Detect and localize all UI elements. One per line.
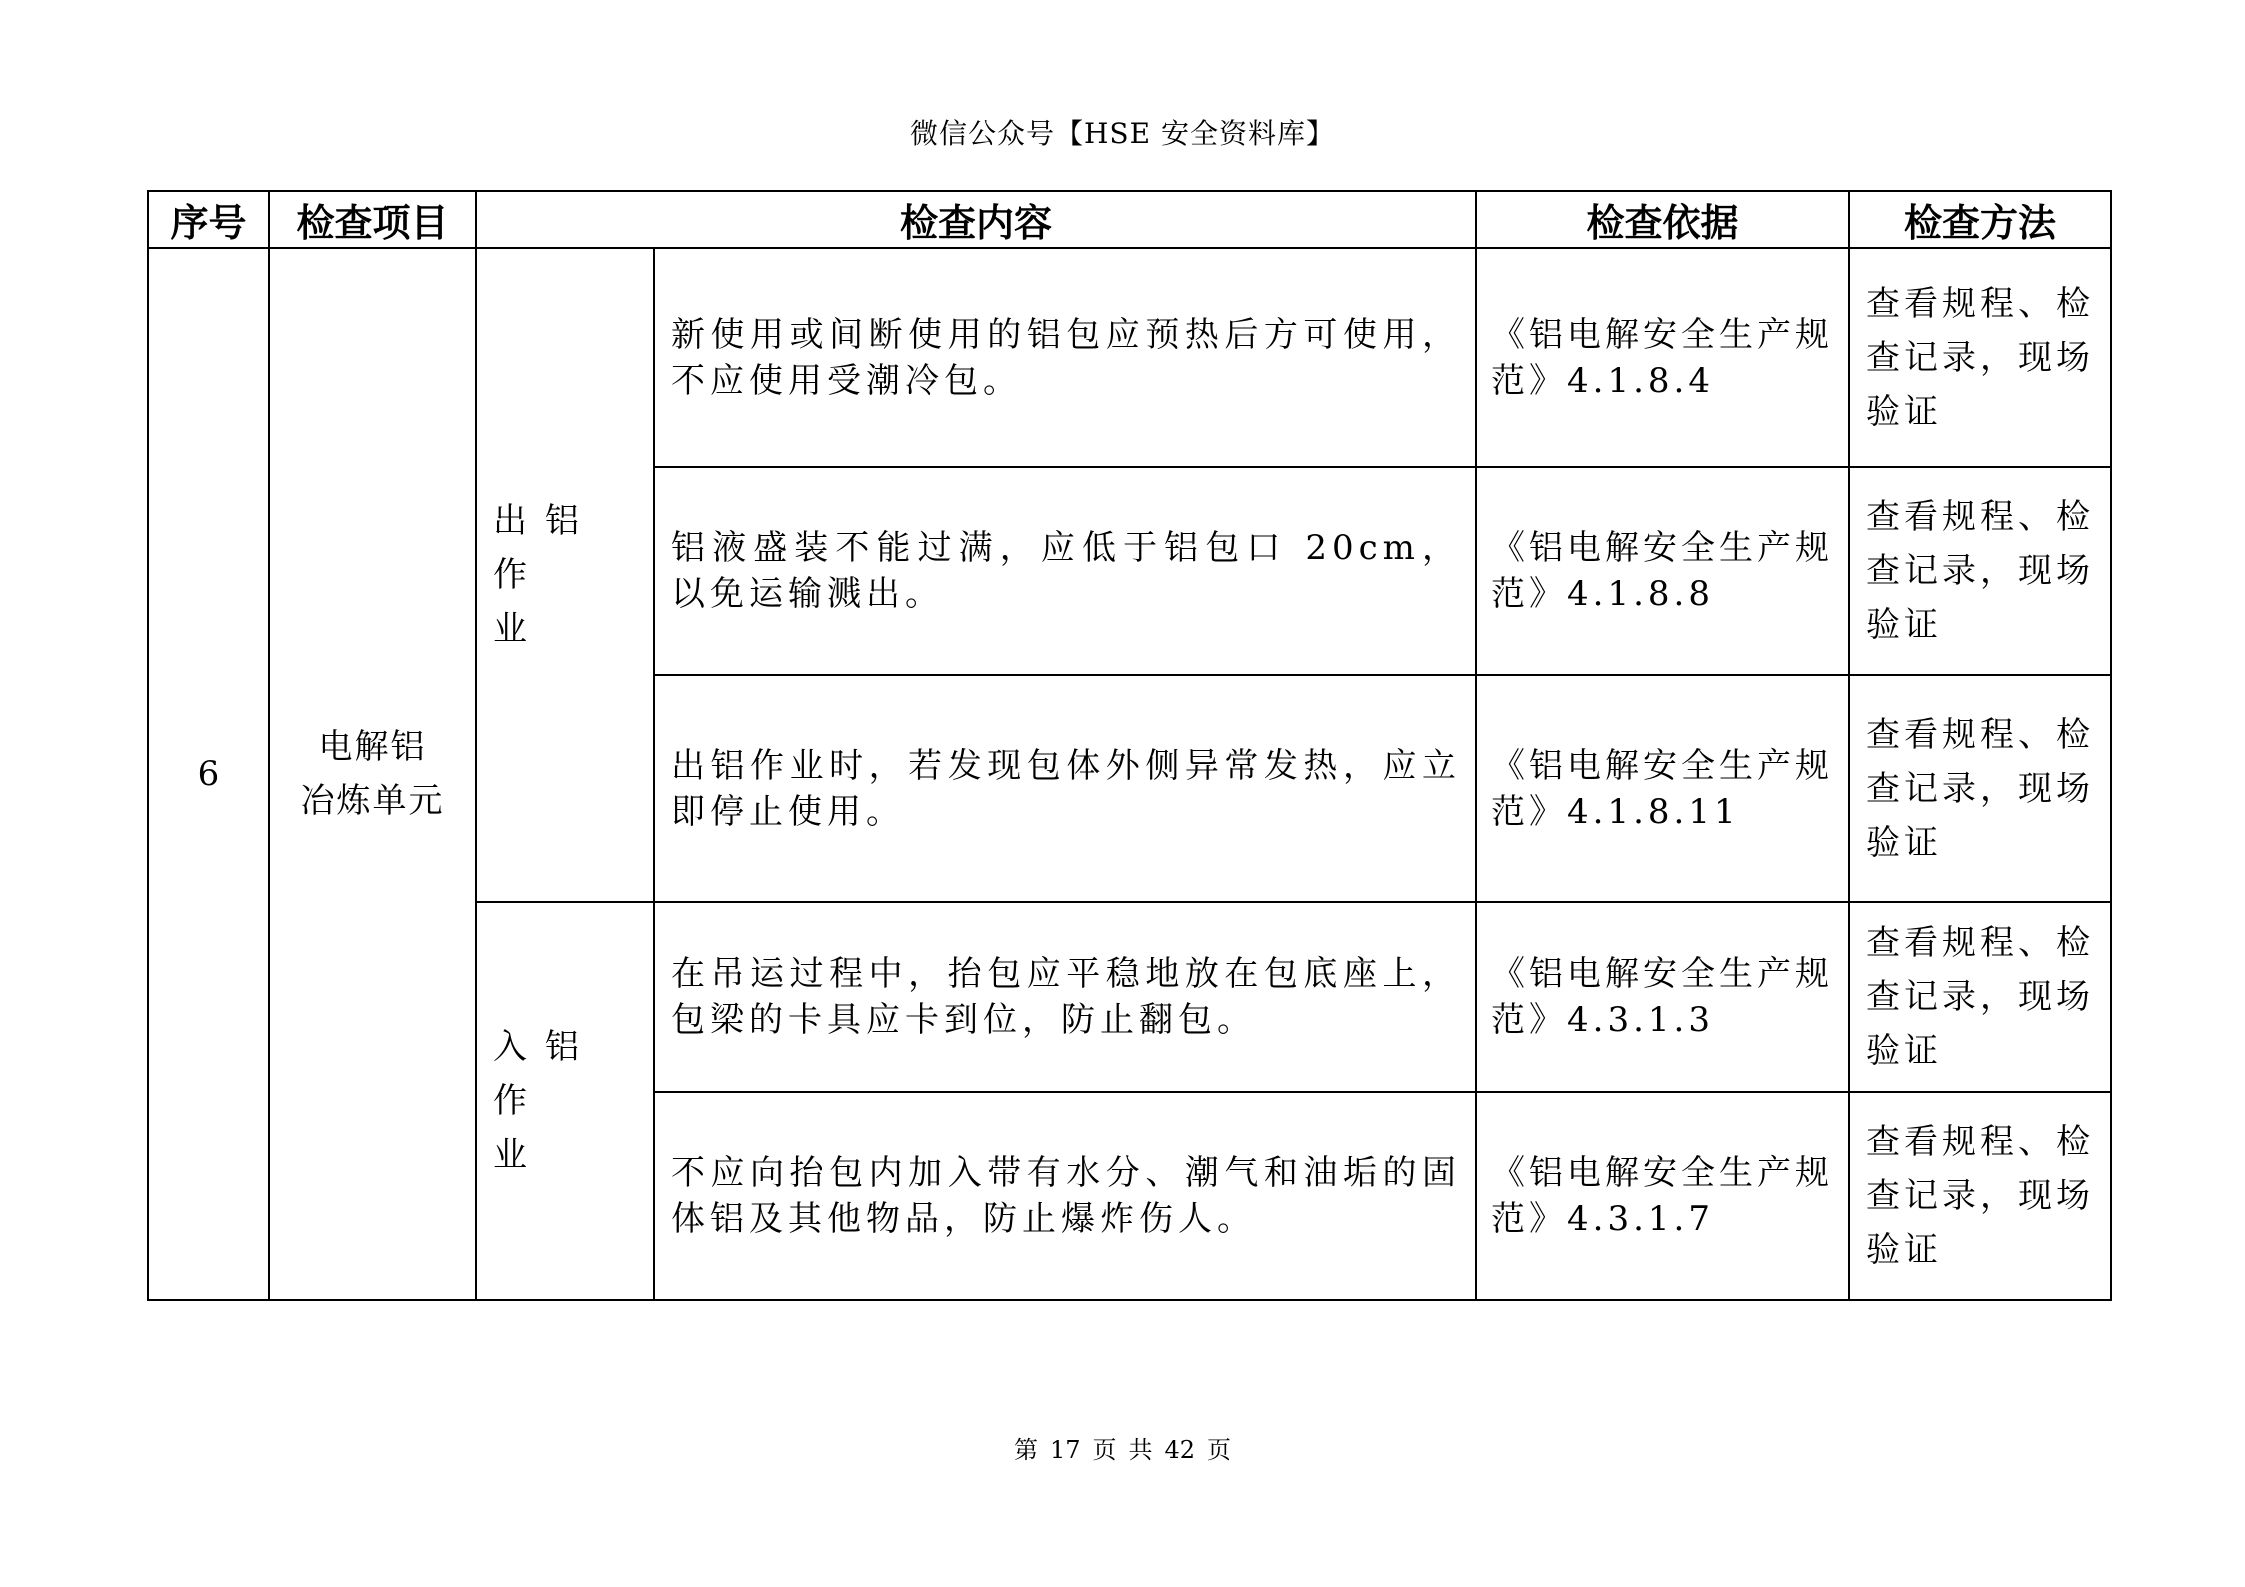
- footer-ye: 页: [1207, 1436, 1232, 1464]
- table-row: [148, 248, 2111, 467]
- check-item: [269, 248, 476, 1300]
- check-content: 在吊运过程中，抬包应平稳地放在包底座上，包梁的卡具应卡到位，防止翻包。: [654, 902, 1476, 1092]
- sub-item-tapping: [476, 248, 654, 902]
- check-basis: 《铝电解安全生产规范》4.3.1.3: [1476, 902, 1849, 1092]
- row-number: 6: [148, 248, 269, 1300]
- header-basis: 检查依据: [1476, 191, 1849, 248]
- check-content: 新使用或间断使用的铝包应预热后方可使用，不应使用受潮冷包。: [654, 248, 1476, 467]
- sub-item-line1: 入铝作: [493, 1027, 597, 1121]
- header-no: 序号: [148, 191, 269, 248]
- sub-item-line2: 业: [493, 609, 545, 649]
- header-content: 检查内容: [476, 191, 1476, 248]
- sub-item-line2: 业: [493, 1135, 545, 1175]
- footer-gong: 共: [1128, 1436, 1153, 1464]
- footer-di: 第: [1013, 1436, 1038, 1464]
- check-content: 不应向抬包内加入带有水分、潮气和油垢的固体铝及其他物品，防止爆炸伤人。: [654, 1092, 1476, 1300]
- check-basis: 《铝电解安全生产规范》4.1.8.11: [1476, 675, 1849, 902]
- check-content: 出铝作业时，若发现包体外侧异常发热，应立即停止使用。: [654, 675, 1476, 902]
- sub-item-pouring: [476, 902, 654, 1300]
- check-method: 查看规程、检查记录，现场验证: [1849, 467, 2111, 675]
- header-item: 检查项目: [269, 191, 476, 248]
- footer-ye: 页: [1092, 1436, 1117, 1464]
- table-header-row: [148, 191, 2111, 248]
- footer-page-number: 17: [1049, 1436, 1081, 1464]
- check-method: 查看规程、检查记录，现场验证: [1849, 902, 2111, 1092]
- header-method: 检查方法: [1849, 191, 2111, 248]
- check-basis: 《铝电解安全生产规范》4.1.8.4: [1476, 248, 1849, 467]
- check-item-line2: 冶炼单元: [300, 781, 445, 821]
- check-method: 查看规程、检查记录，现场验证: [1849, 1092, 2111, 1300]
- check-item-line1: 电解铝: [318, 727, 427, 767]
- check-method: 查看规程、检查记录，现场验证: [1849, 248, 2111, 467]
- page-footer: [0, 1430, 2245, 1465]
- check-content: 铝液盛装不能过满，应低于铝包口 20cm，以免运输溅出。: [654, 467, 1476, 675]
- inspection-table: [147, 190, 2112, 1301]
- page-header-title: 微信公众号【HSE 安全资料库】: [910, 117, 1335, 150]
- check-method: 查看规程、检查记录，现场验证: [1849, 675, 2111, 902]
- check-basis: 《铝电解安全生产规范》4.1.8.8: [1476, 467, 1849, 675]
- footer-total-pages: 42: [1164, 1436, 1196, 1464]
- check-basis: 《铝电解安全生产规范》4.3.1.7: [1476, 1092, 1849, 1300]
- sub-item-line1: 出铝作: [493, 501, 597, 595]
